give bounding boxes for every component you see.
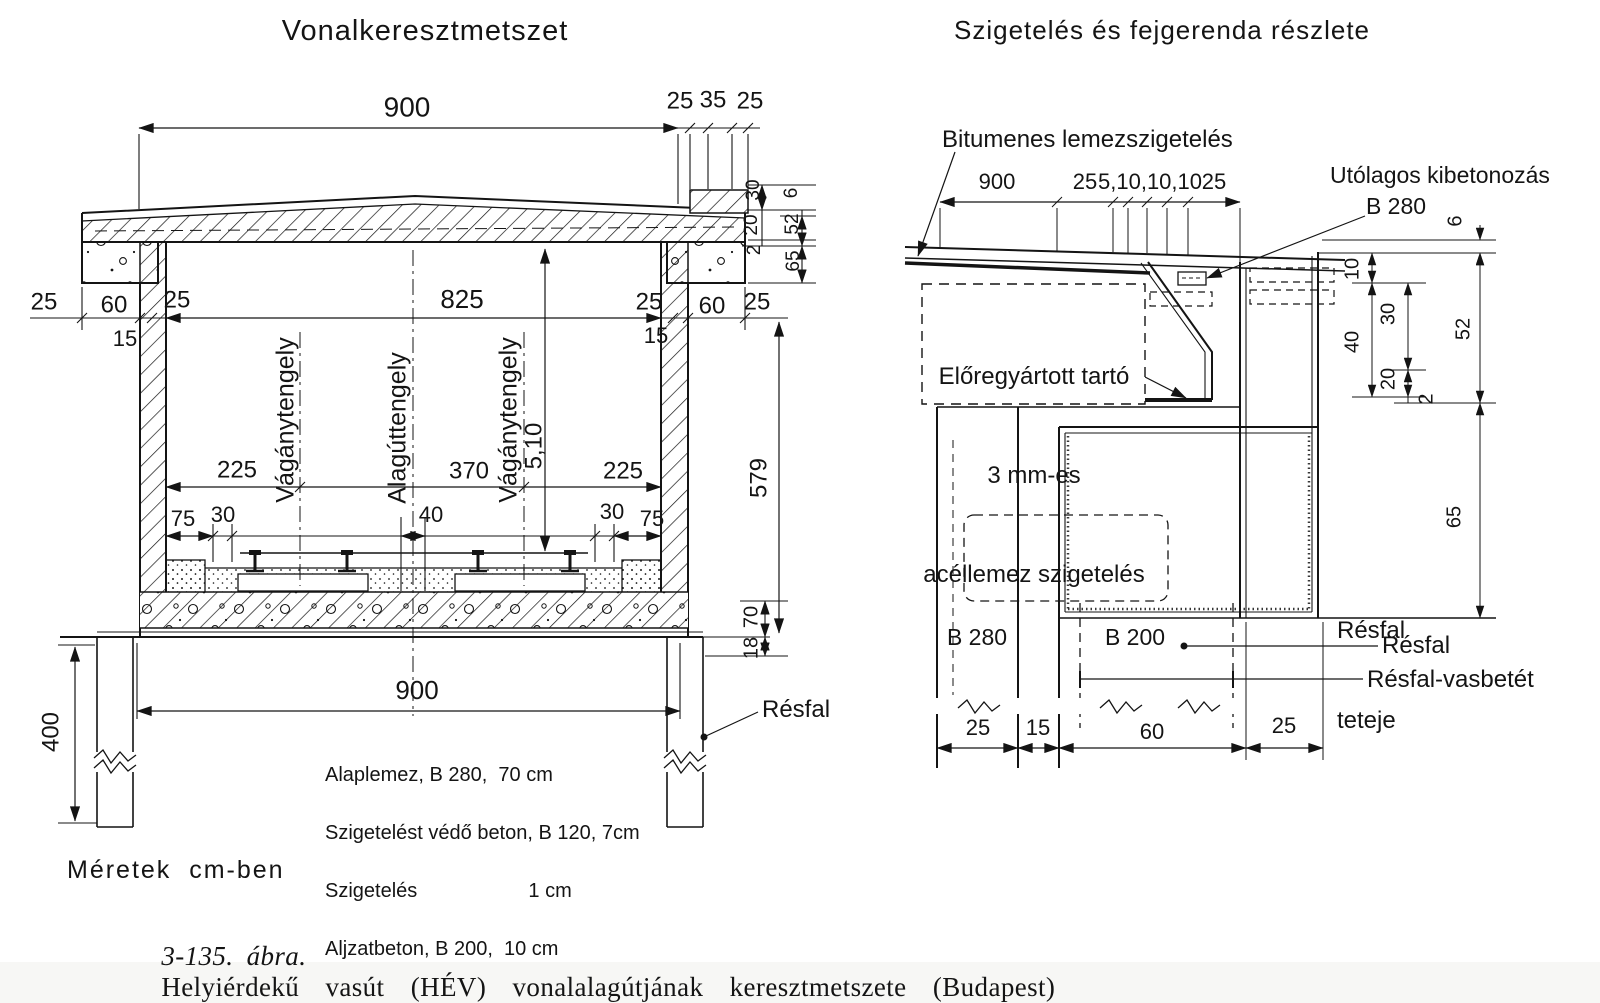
dim-579: 579 [745,457,773,499]
axis-track-left: Vágánytengely [271,337,300,503]
axis-lines [300,250,524,716]
rdim-52: 52 [1452,317,1475,341]
rdim-60: 60 [1139,718,1165,744]
dim-825-60-l: 60 [100,291,128,319]
dim-70: 70 [740,605,763,629]
subsequent-concreting-label: Utólagos kibetonozás [1330,162,1550,188]
prefab-beam-line2: 3 mm-es [987,462,1081,489]
dim-825-25-r: 25 [635,288,663,316]
material-layer-1: Alaplemez, B 280, 70 cm [325,763,553,786]
resfal-leader-left [701,712,759,741]
material-layer-2: Szigetelést védő beton, B 120, 7cm [325,822,640,845]
subsequent-concreting-grade: B 280 [1365,193,1427,219]
rdim-6: 6 [1444,215,1467,227]
base-slab [60,592,770,637]
prefab-beam-line3: acéllemez szigetelés [923,561,1145,588]
slurry-wall-label-left: Résfal [762,696,831,723]
left-drawing-title: Vonalkeresztmetszet [281,15,569,47]
dim-30-r: 30 [599,498,625,524]
dim-top-25a: 25 [666,87,694,115]
concrete-grade-b200: B 200 [1104,624,1166,650]
dim-40: 40 [418,501,444,527]
dim-bottom-900: 900 [395,674,439,705]
dim-825: 825 [440,283,484,314]
dim-corner-65: 65 [783,250,805,272]
axis-track-right: Vágánytengely [494,337,523,503]
dim-corner-2: 2 [744,244,766,256]
rdim-25c: 25 [965,714,991,740]
slurry-wall-rebar-label: Résfal-vasbetét [1367,666,1534,693]
dim-370: 370 [448,457,490,485]
dim-825-15-l: 15 [112,325,138,351]
dim-825-25-l2: 25 [163,286,191,314]
slurry-wall-label-right: Résfal [1382,632,1451,659]
axis-tunnel: Alagúttengely [383,352,412,504]
dim-75-r: 75 [639,505,665,531]
dim-18: 18 [740,636,763,660]
dim-825-25-l: 25 [30,288,58,316]
prefab-beam-line1: Előregyártott tartó [938,363,1130,390]
figure-caption-text: Helyiérdekű vasút (HÉV) vonalalagútjának keresztmetszete (Budapest) [161,972,1056,1003]
roof-slab [82,196,745,242]
dim-825-25-r2: 25 [743,288,771,316]
rdim-25d: 25 [1271,712,1297,738]
rdim-20: 20 [1377,367,1400,391]
bitumen-insulation-label: Bitumenes lemezszigetelés [942,126,1233,153]
dim-top-35: 35 [699,86,727,114]
right-drawing-title: Szigetelés és fejgerenda részlete [953,15,1371,45]
left-cross-section [30,123,816,827]
dim-225-r: 225 [602,457,644,485]
figure-caption [135,910,1055,1003]
rdim-25b: 25 [1201,168,1227,194]
parapet-block [690,190,748,213]
rdim-25a: 25 [1072,168,1098,194]
dim-top-25b: 25 [736,87,764,115]
dim-corner-30: 30 [743,179,765,201]
dim-top-900: 900 [383,91,431,123]
dim-225-l: 225 [216,456,258,484]
rdim-40: 40 [1341,330,1364,354]
dim-400: 400 [37,711,65,753]
slurry-wall-top-line1: Résfal [1337,617,1406,644]
dim-825-15-r: 15 [643,322,669,348]
dim-corner-6: 6 [781,187,803,199]
rdim-15: 15 [1025,714,1051,740]
slurry-wall-top-label [1337,556,1405,766]
dimension-labels [31,86,1475,752]
rdim-65: 65 [1443,505,1466,529]
rdim-30: 30 [1377,302,1400,326]
dim-825-60-r: 60 [698,292,726,320]
dim-30-l: 30 [210,501,236,527]
rdim-5101010: 5,10,10,10 [1098,168,1202,194]
rdim-10: 10 [1341,257,1364,281]
dim-75-l: 75 [170,505,196,531]
dim-corner-52: 52 [782,213,804,235]
concrete-grade-b280: B 280 [946,624,1008,650]
rdim-900: 900 [978,168,1016,194]
dim-corner-20: 20 [741,214,763,236]
detail-wall-head [1150,252,1334,618]
units-note: Méretek cm-ben [67,856,285,884]
slurry-wall-top-line2: teteje [1337,707,1396,734]
material-layer-3: Szigetelés 1 cm [325,880,572,903]
rdim-2: 2 [1415,393,1438,405]
detail-roof-slab [905,247,1345,273]
dim-height-510: 5,10 [520,422,548,470]
figure-number: 3-135. ábra. [161,941,307,972]
prefab-beam-label [923,294,1144,624]
material-layer-4: Aljzatbeton, B 200, 10 cm [325,938,559,961]
